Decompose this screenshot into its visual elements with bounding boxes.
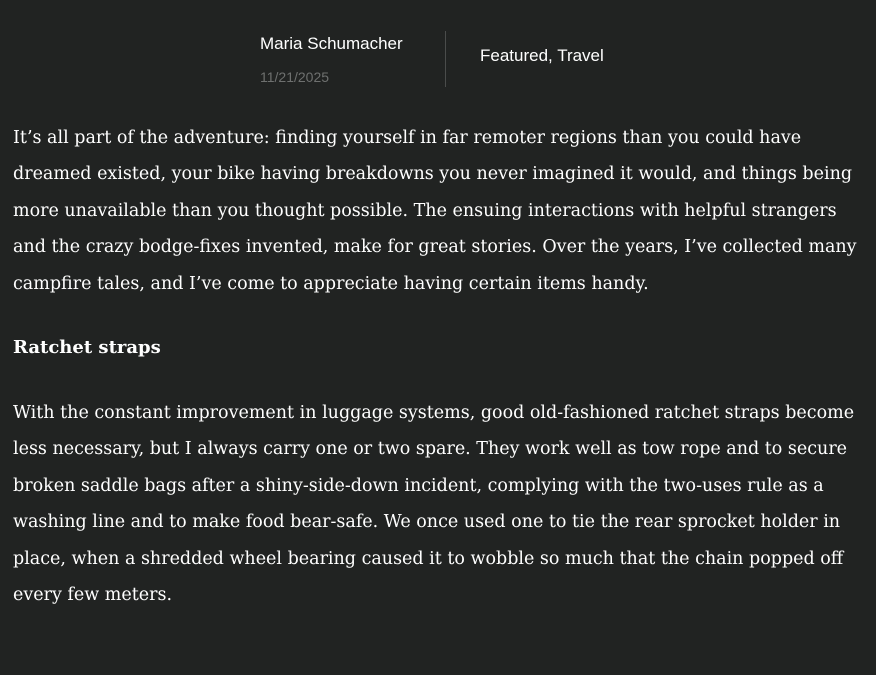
author-link[interactable]: Maria Schumacher (260, 34, 403, 53)
post-date: 11/21/2025 (260, 69, 330, 85)
post-meta (0, 31, 876, 87)
category-separator: , (548, 46, 558, 65)
section-heading: Ratchet straps (13, 337, 161, 358)
intro-paragraph: It’s all part of the adventure: finding yourself in far remoter regions than you could have dreamed existed, your bike having breakdowns you never imagined it would, and things being more unavailable than you thought possible. The ensuing interactions with helpful strangers and the crazy bodge-fixes invented, make for great stories. Over the years, I’ve collected many campfire tales, and I’ve come to appreciate having certain items handy. (13, 128, 857, 294)
section-paragraph: With the constant improvement in luggage systems, good old-fashioned ratchet straps become less necessary, but I always carry one or two spare. They work well as tow rope and to secure broken saddle bags after a shiny-side-down incident, complying with the two-uses rule as a washing line and to make food bear-safe. We once used one to tie the rear sprocket holder in place, when a shredded wheel bearing caused it to wobble so much that the chain popped off every few meters. (13, 403, 855, 606)
post-categories (480, 46, 604, 66)
category-link-travel[interactable]: Travel (557, 46, 604, 65)
meta-divider (445, 31, 446, 87)
category-link-featured[interactable]: Featured (480, 46, 549, 65)
